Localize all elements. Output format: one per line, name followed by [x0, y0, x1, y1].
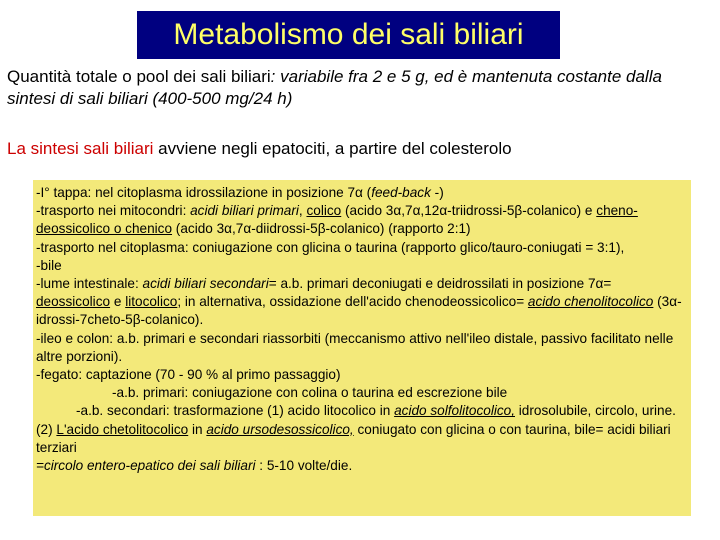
intro-paragraph: [7, 66, 707, 110]
intro-term: Quantità totale o pool dei sali biliari: [7, 67, 271, 86]
step-9-solfolitocolico: acido solfolitocolico,: [394, 403, 515, 419]
step-5-mid: = a.b. primari deconiugati e deidrossilati in posizione 7α=: [268, 276, 612, 292]
step-7: -fegato: captazione (70 - 90 % al primo passaggio): [36, 367, 341, 383]
intro-rest: : variabile fra 2 e 5 g, ed è mantenuta costante dalla sintesi di sali biliari (400-500 mg/24 h): [7, 67, 662, 108]
step-5-deossicolico: deossicolico: [36, 294, 111, 310]
step-5: [36, 275, 688, 330]
synthesis-line: [7, 138, 707, 160]
step-2-colico: colico: [306, 203, 342, 219]
step-5-litocolico: litocolico: [125, 294, 178, 310]
step-2: [36, 202, 688, 238]
step-5-chenolitocolico: acido chenolitocolico: [527, 294, 654, 310]
step-1-text: -I° tappa: nel citoplasma idrossilazione in posizione 7α (: [36, 185, 372, 200]
step-10-italic: =circolo entero-epatico dei sali biliari: [36, 458, 256, 474]
synthesis-rest: avviene negli epatociti, a partire del colesterolo: [153, 139, 512, 158]
step-6: -ileo e colon: a.b. primari e secondari riassorbiti (meccanismo attivo nell'ileo distale, passivo facilitato nelle altre porzioni).: [36, 330, 674, 364]
step-2-end: (acido 3α,7α-diidrossi-5β-colanico) (rapporto 2:1): [172, 221, 471, 237]
step-3: -trasporto nel citoplasma: coniugazione con glicina o taurina (rapporto glico/tauro-coniugati = 3:1),: [36, 239, 625, 255]
step-1-end: -): [430, 185, 444, 200]
step-4: -bile: [36, 257, 62, 273]
details-panel: [33, 180, 691, 516]
step-2-mid: (acido 3α,7α,12α-triidrossi-5β-colanico) e: [341, 203, 597, 219]
step-2-italic: acidi biliari primari: [190, 203, 299, 219]
step-10-end: : 5-10 volte/die.: [255, 458, 353, 474]
step-5-text: -lume intestinale:: [36, 276, 143, 292]
step-5-and: e: [110, 294, 126, 310]
step-10: [36, 457, 688, 475]
step-1-italic: feed-back: [371, 185, 431, 200]
step-5-italic: acidi biliari secondari: [142, 276, 269, 292]
synthesis-highlight: La sintesi sali biliari: [7, 139, 154, 158]
step-2-text: -trasporto nei mitocondri:: [36, 203, 191, 219]
step-9: [36, 402, 688, 457]
step-9-ursodesossicolico: acido ursodesossicolico,: [206, 421, 354, 437]
step-9-text: -a.b. secondari: trasformazione (1) acido litocolico in: [76, 403, 395, 419]
step-1: [36, 184, 688, 202]
slide-title: Metabolismo dei sali biliari: [137, 11, 560, 59]
step-5-end: (3α-idrossi-7cheto-5β-colanico).: [36, 294, 682, 328]
step-9-mid: idrosolubile, circolo, urine. (2): [36, 403, 676, 437]
step-5-alt: ; in alternativa, ossidazione dell'acido chenodeossicolico=: [177, 294, 528, 310]
step-2-sep: ,: [298, 203, 307, 219]
step-2-chenico: cheno-deossicolico o chenico: [36, 203, 638, 237]
step-9-chetolitocolico: L'acido chetolitocolico: [56, 421, 189, 437]
step-8: -a.b. primari: coniugazione con colina o taurina ed escrezione bile: [112, 385, 508, 401]
step-9-in: in: [188, 421, 207, 437]
step-9-end: coniugato con glicina o con taurina, bile= acidi biliari terziari: [36, 421, 671, 455]
